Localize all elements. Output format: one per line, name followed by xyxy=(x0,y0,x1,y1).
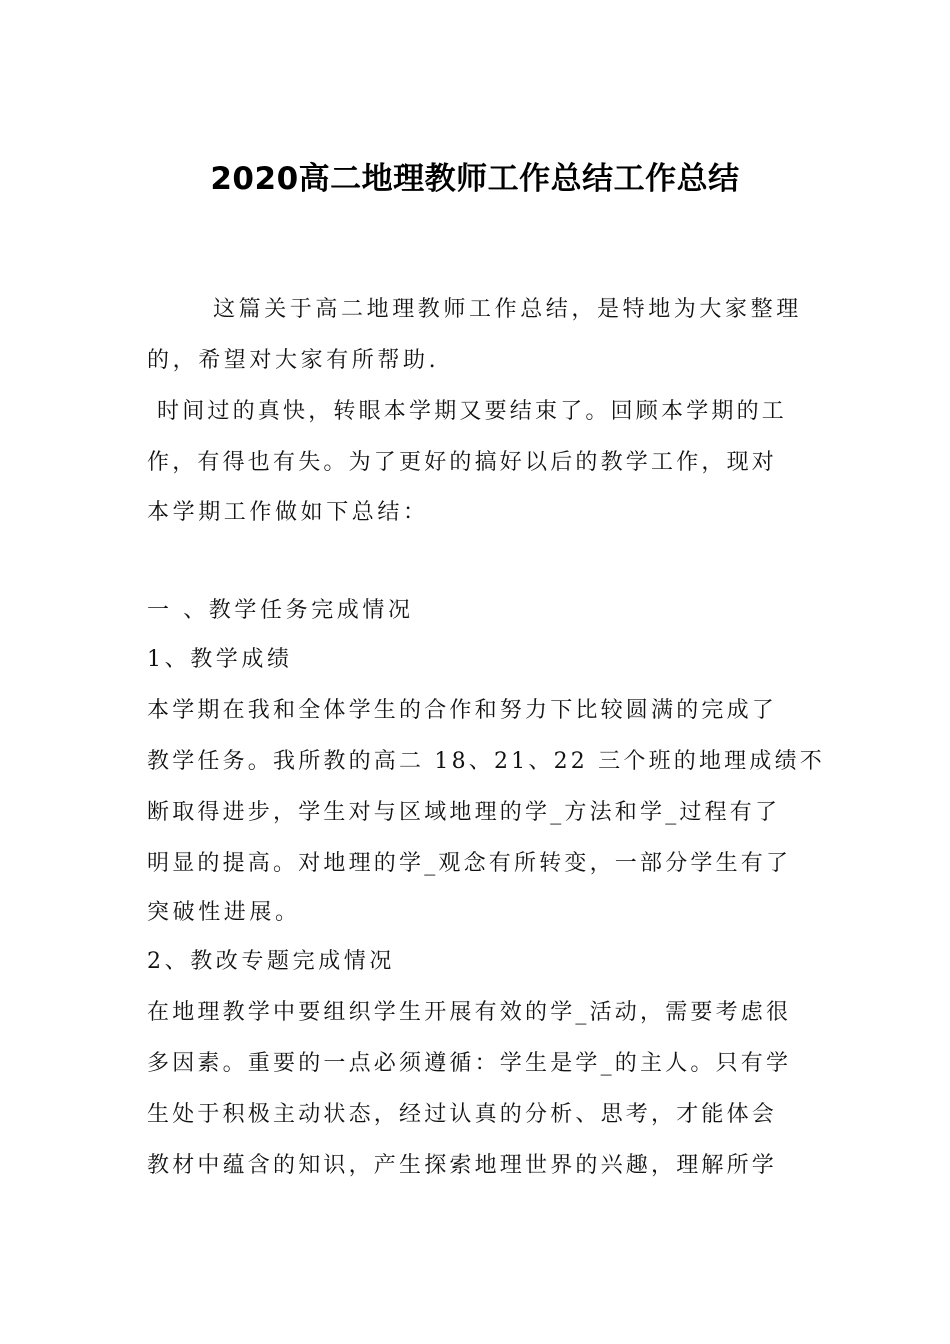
paragraph-line: 多因素。重要的一点必须遵循：学生是学_的主人。只有学 xyxy=(147,1051,792,1076)
paragraph-line: 明显的提高。对地理的学_观念有所转变，一部分学生有了 xyxy=(147,851,792,876)
paragraph-line: 教学任务。我所教的高二 18、21、22 三个班的地理成绩不 xyxy=(147,749,825,774)
paragraph-line: 断取得进步，学生对与区域地理的学_方法和学_过程有了 xyxy=(147,800,781,825)
paragraph-line: 时间过的真快，转眼本学期又要结束了。回顾本学期的工 xyxy=(157,399,788,424)
subsection-heading: 1、教学成绩 xyxy=(147,647,293,672)
paragraph-line: 作，有得也有失。为了更好的搞好以后的教学工作，现对 xyxy=(147,450,778,475)
paragraph-line: 在地理教学中要组织学生开展有效的学_活动，需要考虑很 xyxy=(147,1000,792,1025)
document-title: 2020高二地理教师工作总结工作总结 xyxy=(210,161,740,197)
paragraph-line: 本学期在我和全体学生的合作和努力下比较圆满的完成了 xyxy=(147,698,778,723)
paragraph-line: 这篇关于高二地理教师工作总结，是特地为大家整理 xyxy=(213,297,802,322)
paragraph-line: 的，希望对大家有所帮助. xyxy=(147,348,440,373)
paragraph-line: 教材中蕴含的知识，产生探索地理世界的兴趣，理解所学 xyxy=(147,1153,778,1178)
section-heading: 一 、教学任务完成情况 xyxy=(147,598,414,623)
subsection-heading: 2、教改专题完成情况 xyxy=(147,949,395,974)
paragraph-line: 生处于积极主动状态，经过认真的分析、思考，才能体会 xyxy=(147,1102,778,1127)
paragraph-line: 突破性进展。 xyxy=(147,900,301,925)
paragraph-line: 本学期工作做如下总结： xyxy=(147,500,429,525)
